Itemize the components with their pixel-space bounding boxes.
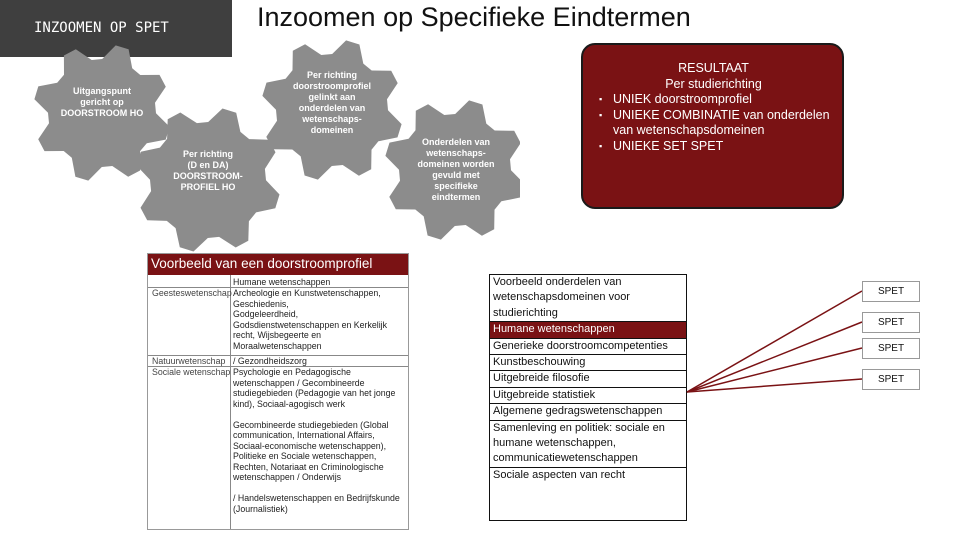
table-row-label: Geesteswetenschap: [152, 288, 232, 298]
onderdeel-row: Generieke doorstroomcompetenties: [490, 339, 686, 355]
onderdeel-row: Uitgebreide filosofie: [490, 371, 686, 387]
spet-box: SPET: [862, 369, 920, 390]
section-tag-label: INZOOMEN OP SPET: [34, 20, 169, 36]
resultaat-list: [593, 92, 834, 154]
gear-diagram: [0, 0, 520, 260]
table-divider: [230, 275, 231, 530]
page-title: Inzoomen op Specifieke Eindtermen: [257, 2, 691, 32]
connector-line: [687, 291, 862, 392]
resultaat-item: ▪ UNIEK doorstroomprofiel: [593, 92, 834, 108]
onderdeel-row: Humane wetenschappen: [490, 322, 686, 338]
resultaat-title: RESULTAAT: [678, 61, 749, 75]
example-heading: Voorbeeld van een doorstroomprofiel: [148, 254, 408, 275]
onderdeel-row: Samenleving en politiek: sociale en humane wetenschappen, communicatiewetenschappen: [490, 421, 686, 468]
table-row-label: Natuurwetenschap: [152, 356, 226, 366]
doorstroomprofiel-example: [147, 253, 409, 530]
onderdeel-row: Algemene gedragswetenschappen: [490, 404, 686, 420]
table-row-content: Psychologie en Pedagogische wetenschappen / Gecombineerde studiegebieden (Pedagogie van het jonge kind), Sociaal-agogisch werk Gecombineerde studiegebieden (Global communication, International Affairs, Sociaal-economische wetenschappen), Politieke en Sociale wetenschappen, Rechten, Notariaat en Criminologische wetenschappen / Onderwijs / Handelswetenschappen en Bedrijfskunde (Journalistiek): [233, 367, 400, 514]
resultaat-item: ▪ UNIEKE SET SPET: [593, 139, 834, 155]
table-row-divider: [148, 355, 409, 356]
gear-label: Per richting (D en DA) DOORSTROOM- PROFIEL HO: [173, 149, 243, 192]
gear-label: Onderdelen van wetenschaps- domeinen worden gevuld met specifieke eindtermen: [417, 137, 495, 202]
resultaat-item: ▪ UNIEKE COMBINATIE van onderdelen van wetenschapsdomeinen: [593, 108, 834, 139]
onderdeel-row: Kunstbeschouwing: [490, 355, 686, 371]
onderdeel-row: Uitgebreide statistiek: [490, 388, 686, 404]
table-row-content: Humane wetenschappen: [233, 277, 331, 287]
gear-label: Per richting doorstroomprofiel gelinkt aan onderdelen van wetenschaps- domeinen: [293, 70, 371, 135]
table-row-content: / Gezondheidszorg: [233, 356, 307, 366]
connector-line: [687, 348, 862, 392]
spet-box: SPET: [862, 312, 920, 333]
table-row-divider: [148, 287, 409, 288]
onderdeel-row: Sociale aspecten van recht: [493, 468, 626, 481]
table-row-content: Archeologie en Kunstwetenschappen, Geschiedenis, Godgeleerdheid, Godsdienstwetenschappen en Kerkelijk recht, Wijsbegeerte en Moraalwetenschappen: [233, 288, 388, 351]
gear-label: Uitgangspunt gericht op DOORSTROOM HO: [60, 86, 144, 118]
spet-box: SPET: [862, 281, 920, 302]
onderdelen-table: [489, 274, 687, 521]
connector-line: [687, 379, 862, 392]
connector-line: [687, 322, 862, 392]
table-row-label: Sociale wetenschap: [152, 367, 231, 377]
onderdeel-row: Voorbeeld onderdelen van wetenschapsdomeinen voor studierichting: [490, 275, 686, 322]
resultaat-box: [581, 43, 844, 209]
spet-box: SPET: [862, 338, 920, 359]
resultaat-subtitle: Per studierichting: [665, 76, 762, 91]
table-row-divider: [148, 366, 409, 367]
